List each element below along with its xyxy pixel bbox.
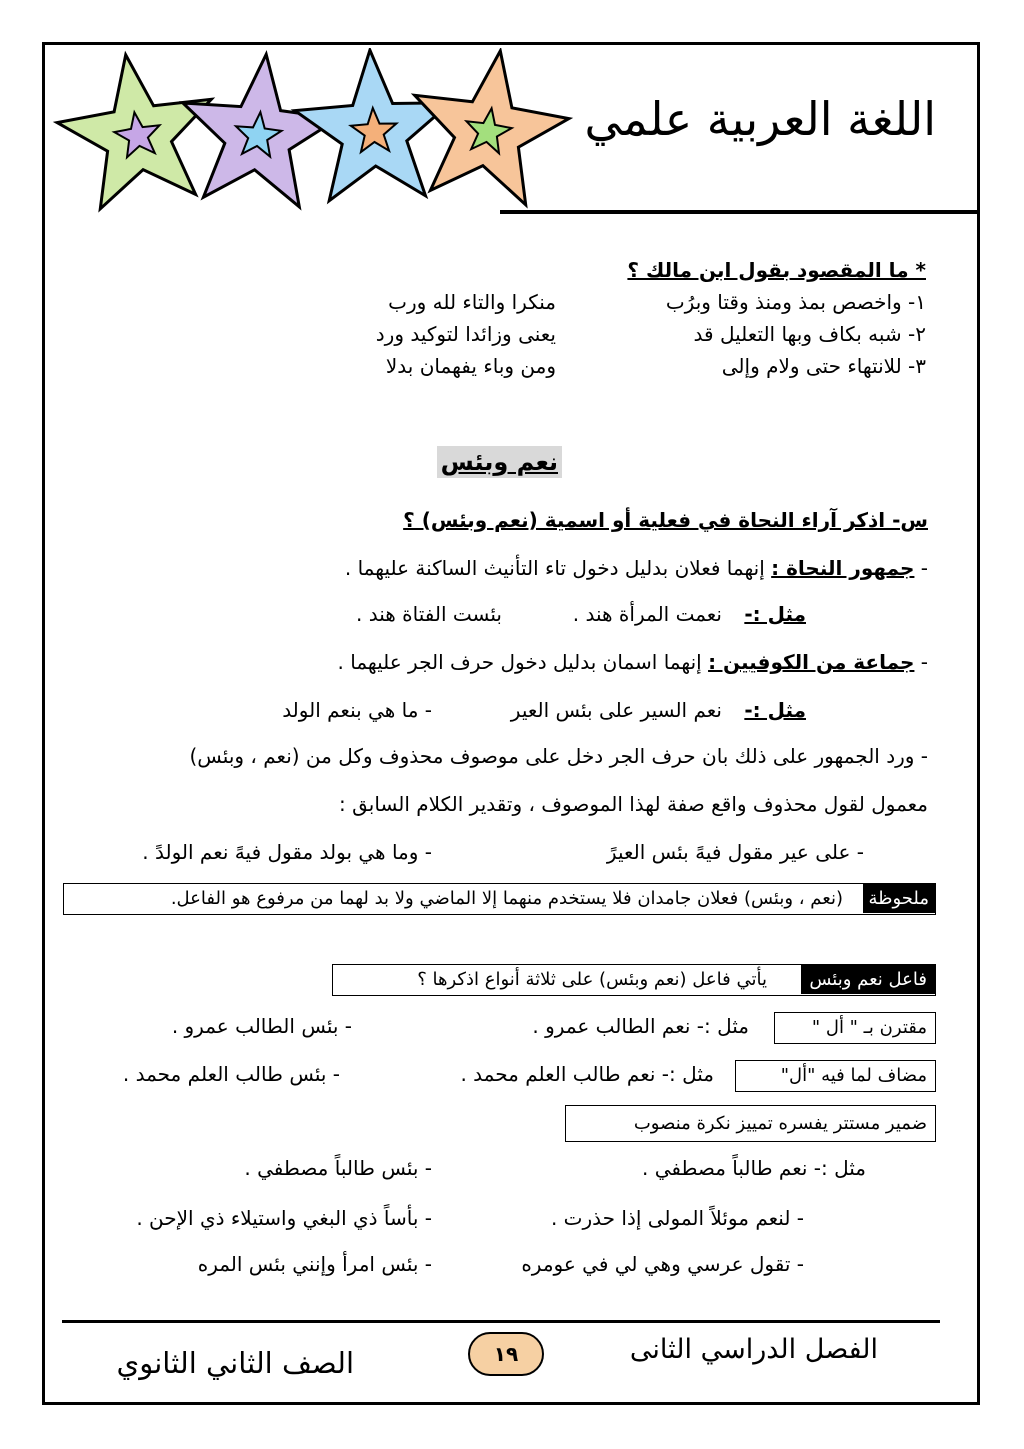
kufa-label: جماعة من الكوفيين : xyxy=(708,650,915,674)
section-heading: نعم وبئس xyxy=(437,446,562,478)
example-1-a: نعمت المرأة هند . xyxy=(572,602,722,626)
type-3-example-b: - بئس طالباً مصطفي . xyxy=(244,1156,432,1180)
kufa-line: - جماعة من الكوفيين : إنهما اسمان بدليل دخول حرف الجر عليهما . xyxy=(337,650,928,674)
stars-decoration xyxy=(46,48,576,228)
ibn-malik-question: * ما المقصود بقول ابن مالك ؟ xyxy=(627,258,926,282)
verse-3-second: ومن وباء يفهمان بدلا xyxy=(385,354,556,378)
example-label-1: مثل :- xyxy=(744,602,806,626)
note-box xyxy=(63,883,936,915)
page-number: ١٩ xyxy=(468,1332,544,1376)
type-2-example-a: مثل :- نعم طالب العلم محمد . xyxy=(460,1062,714,1086)
type-1-example-a: مثل :- نعم الطالب عمرو . xyxy=(532,1014,749,1038)
page-title: اللغة العربية علمي xyxy=(584,92,936,146)
type-2-box xyxy=(735,1060,936,1092)
type-3-box xyxy=(565,1105,936,1142)
jumhur-line: - جمهور النحاة : إنهما فعلان بدليل دخول تاء التأنيث الساكنة عليهما . xyxy=(344,556,928,580)
type-2-example-b: - بئس طالب العلم محمد . xyxy=(122,1062,340,1086)
type-1-label: مقترن بـ " أل " xyxy=(811,1017,927,1038)
footer-rule xyxy=(62,1320,940,1323)
example-1-b: بئست الفتاة هند . xyxy=(356,602,502,626)
note-text: (نعم ، وبئس) فعلان جامدان فلا يستخدم منهما إلا الماضي ولا بد لهما من مرفوع هو الفاعل. xyxy=(170,888,843,909)
poem-2-b: - بئس امرأ وإنني بئس المره xyxy=(197,1252,432,1276)
verse-1-second: منكرا والتاء لله ورب xyxy=(388,290,556,314)
poem-2-a: - تقول عرسي وهي لي في عومره xyxy=(521,1252,804,1276)
type-1-box xyxy=(774,1012,936,1044)
fael-box xyxy=(332,964,936,996)
reply-line-2: معمول لقول محذوف واقع صفة لهذا الموصوف ، وتقدير الكلام السابق : xyxy=(339,792,928,816)
section-question: س- اذكر آراء النحاة في فعلية أو اسمية (نعم وبئس) ؟ xyxy=(403,508,928,532)
verse-2-first: ٢- شبه بكاف وبها التعليل قد xyxy=(693,322,926,346)
example-label-2: مثل :- xyxy=(744,698,806,722)
footer-grade: الصف الثاني الثانوي xyxy=(116,1346,354,1380)
example-2-a: نعم السير على بئس العير xyxy=(510,698,722,722)
reply-example-b: - وما هي بولد مقول فيهً نعم الولدً . xyxy=(142,840,432,864)
type-3-label: ضمير مستتر يفسره تمييز نكرة منصوب xyxy=(633,1113,927,1134)
jumhur-label: جمهور النحاة : xyxy=(771,556,915,580)
fael-question: يأتي فاعل (نعم وبئس) على ثلاثة أنواع اذكرها ؟ xyxy=(417,969,767,990)
verse-1-first: ١- واخصص بمذ ومنذ وقتا وبرُب xyxy=(665,290,926,314)
note-label: ملحوظة xyxy=(863,884,936,913)
footer-semester: الفصل الدراسي الثانى xyxy=(629,1334,878,1365)
reply-example-a: - على عير مقول فيهً بئس العيرً xyxy=(606,840,864,864)
title-underline xyxy=(500,210,978,214)
jumhur-text: إنهما فعلان بدليل دخول تاء التأنيث الساكنة عليهما . xyxy=(344,556,765,580)
reply-line-1: - ورد الجمهور على ذلك بان حرف الجر دخل على موصوف محذوف وكل من (نعم ، وبئس) xyxy=(189,744,928,768)
type-1-example-b: - بئس الطالب عمرو . xyxy=(171,1014,352,1038)
poem-1-a: - لنعم موئلاً المولى إذا حذرت . xyxy=(550,1206,804,1230)
type-2-label: مضاف لما فيه "أل" xyxy=(780,1065,927,1086)
example-2-b: - ما هي بنعم الولد xyxy=(282,698,432,722)
type-3-example-a: مثل :- نعم طالباً مصطفي . xyxy=(641,1156,866,1180)
verse-3-first: ٣- للانتهاء حتى ولام وإلى xyxy=(721,354,926,378)
verse-2-second: يعنى وزائدا لتوكيد ورد xyxy=(375,322,556,346)
fael-label: فاعل نعم وبئس xyxy=(801,965,935,994)
page-frame xyxy=(42,42,980,1405)
poem-1-b: - بأساً ذي البغي واستيلاء ذي الإحن . xyxy=(136,1206,432,1230)
kufa-text: إنهما اسمان بدليل دخول حرف الجر عليهما . xyxy=(337,650,702,674)
